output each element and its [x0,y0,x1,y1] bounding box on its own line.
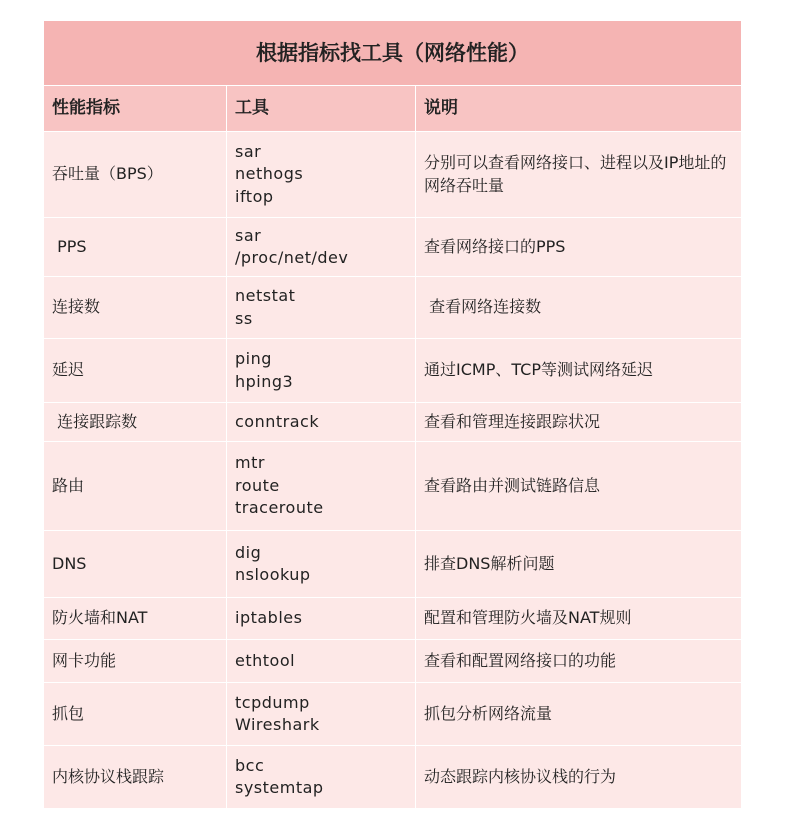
metric-cell: 路由 [44,442,227,531]
tool-name: Wireshark [235,715,320,734]
description-cell [416,598,742,640]
metric-cell: DNS [44,531,227,598]
tools-cell [227,218,416,277]
metric-cell: 内核协议栈跟踪 [44,746,227,809]
description-text: 查看和配置网络接口的功能 [424,650,617,670]
tools-cell [227,403,416,442]
tool-name: netstat [235,286,296,305]
table-row [44,442,742,531]
tool-name: bcc [235,755,265,775]
table-row [44,640,742,683]
tool-name: ethtool [235,650,296,670]
table-row [44,403,742,442]
table-row [44,531,742,598]
metric-cell: 连接数 [44,277,227,339]
description-text: 分别可以查看网络接口、进程以及IP地址的网络吞吐量 [424,153,727,195]
tools-cell [227,531,416,598]
metric-cell: 延迟 [44,339,227,403]
description-text: 查看网络接口的PPS [424,236,566,256]
description-cell [416,339,742,403]
description-text: 查看和管理连接跟踪状况 [424,411,601,431]
tool-name: iptables [235,608,303,628]
tool-name: tcpdump [235,692,310,712]
table-row [44,683,742,746]
metric-cell: 防火墙和NAT [44,598,227,640]
tool-name: iftop [235,186,274,206]
metric-cell: 网卡功能 [44,640,227,683]
metric-cell: 连接跟踪数 [44,403,227,442]
tools-cell [227,132,416,218]
description-cell [416,531,742,598]
description-cell [416,132,742,218]
description-cell [416,442,742,531]
description-cell [416,277,742,339]
description-cell [416,403,742,442]
tool-name: ss [235,308,253,328]
metric-cell: PPS [44,218,227,277]
description-cell [416,746,742,809]
description-cell [416,683,742,746]
tool-name: /proc/net/dev [235,248,349,267]
network-tools-table [43,20,742,809]
table-title: 根据指标找工具（网络性能） [44,21,742,86]
tool-name: nethogs [235,164,304,184]
description-cell [416,218,742,277]
metric-cell: 抓包 [44,683,227,746]
tool-name: dig [235,542,262,562]
description-text: 抓包分析网络流量 [424,703,553,723]
tool-name: hping3 [235,371,294,391]
table-row [44,132,742,218]
header-tools: 工具 [227,86,416,132]
tool-name: nslookup [235,565,311,584]
description-text: 查看路由并测试链路信息 [424,475,601,495]
tool-name: ping [235,349,272,368]
tools-cell [227,598,416,640]
header-description: 说明 [416,86,742,132]
table-row [44,746,742,809]
description-text: 通过ICMP、TCP等测试网络延迟 [424,360,654,380]
table-row [44,598,742,640]
header-row [44,86,742,132]
description-text: 查看网络连接数 [424,297,542,317]
description-text: 动态跟踪内核协议栈的行为 [424,766,617,786]
description-text: 排查DNS解析问题 [424,553,555,573]
tools-cell [227,442,416,531]
tool-name: traceroute [235,498,324,518]
tools-cell [227,640,416,683]
title-row [44,21,742,86]
tools-cell [227,746,416,809]
tool-name: route [235,475,280,495]
table-row [44,339,742,403]
metric-cell: 吞吐量（BPS） [44,132,227,218]
tool-name: mtr [235,453,265,473]
tools-cell [227,339,416,403]
tool-name: sar [235,225,262,245]
tools-table-container [43,20,741,809]
description-cell [416,640,742,683]
tool-name: systemtap [235,778,324,797]
table-row [44,218,742,277]
description-text: 配置和管理防火墙及NAT规则 [424,608,632,628]
table-row [44,277,742,339]
header-metric: 性能指标 [44,86,227,132]
tools-cell [227,277,416,339]
tool-name: conntrack [235,411,320,431]
tool-name: sar [235,141,262,161]
tools-cell [227,683,416,746]
